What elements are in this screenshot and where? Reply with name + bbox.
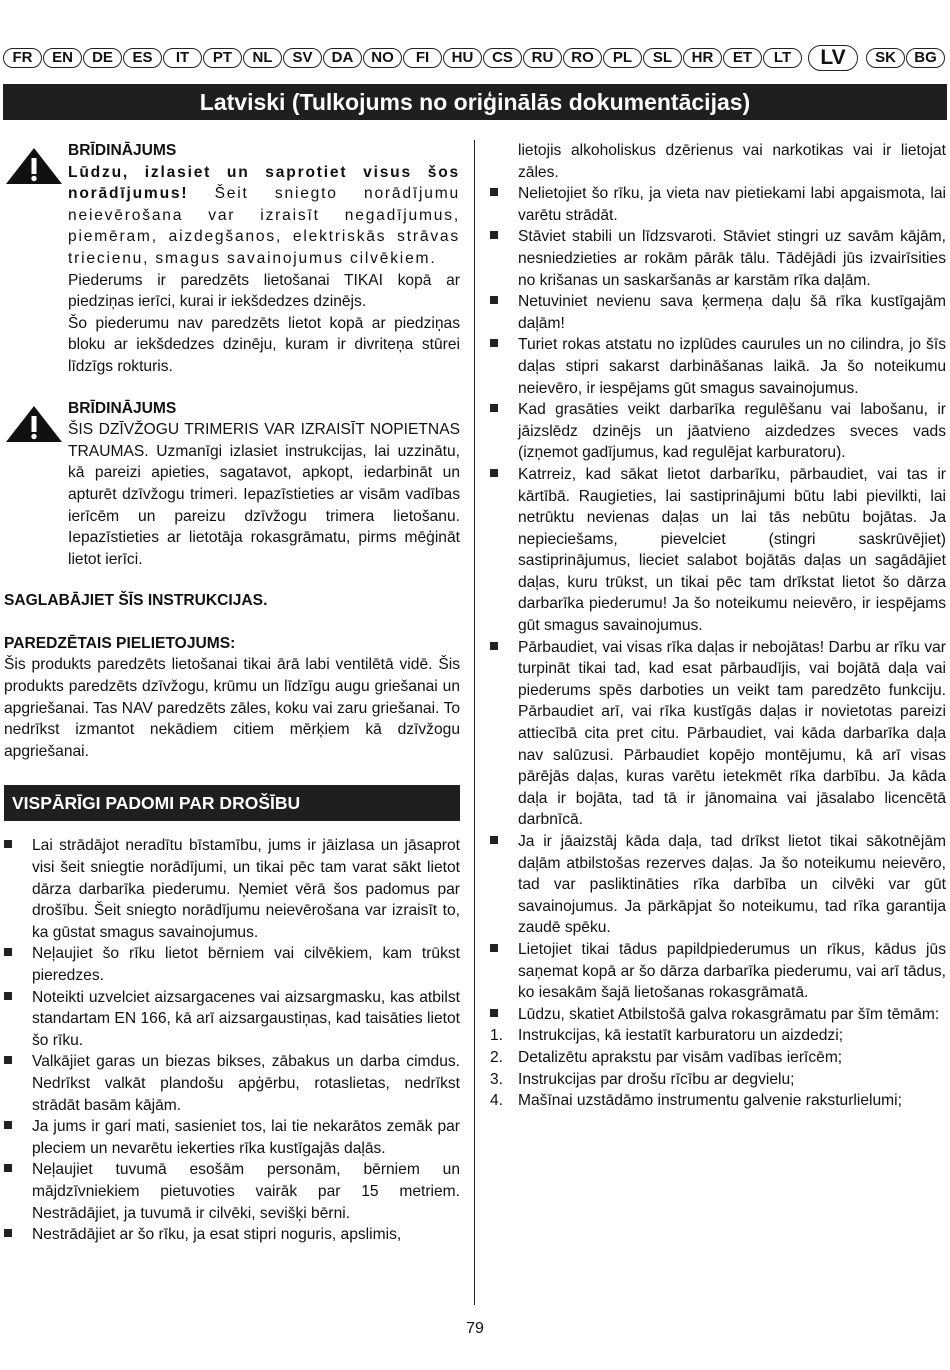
lang-en[interactable]: EN: [43, 48, 82, 68]
safety-bullet-list: [4, 835, 460, 1245]
item-number: 2.: [490, 1048, 504, 1066]
bullet-square-icon: [490, 469, 498, 477]
list-item: Pārbaudiet, vai visas rīka daļas ir nebojātas! Darbu ar rīku var turpināt tikai tad, kad esat pārbaudījis, vai bojātā daļa vai piederums spēs darboties un veikt tam paredzēto funkciju. Pārbaudiet arī, vai rīka kustīgās daļas ir novietotas pareizi attiecībā cita pret citu. Pārbaudiet, vai kāda darbarīka daļa nav salūzusi. Pārbaudiet kopējo montējumu, kā arī visas pārējās daļas, kuras varētu ietekmēt rīka darbību. Ja kāda daļa ir bojāta, tad tā ir jānomaina vai jāsalabo licencētā darbnīcā.: [490, 637, 946, 831]
warning-triangle-icon: [4, 404, 64, 444]
bullet-square-icon: [490, 836, 498, 844]
lang-ru[interactable]: RU: [523, 48, 562, 68]
bullet-square-icon: [490, 1009, 498, 1017]
list-item: Kad grasāties veikt darbarīka regulēšanu vai labošanu, ir jāizslēdz dzinējs un jāatvieno aizdedzes sveces vads (izņemot gadījumus, kad regulējat karburatoru).: [490, 399, 946, 464]
column-divider: [474, 140, 475, 1305]
numbered-item: 3. Instrukcijas par drošu rīcību ar degvielu;: [490, 1069, 946, 1091]
intended-use-heading: PAREDZĒTAIS PIELIETOJUMS:: [4, 634, 236, 652]
lang-cs[interactable]: CS: [483, 48, 522, 68]
bullet-square-icon: [490, 339, 498, 347]
list-item: Nestrādājiet ar šo rīku, ja esat stipri noguris, apslimis,: [4, 1224, 460, 1246]
numbered-item: 2. Detalizētu aprakstu par visām vadības ierīcēm;: [490, 1047, 946, 1069]
bullet-continuation: lietojis alkoholiskus dzērienus vai narkotikas vai ir lietojat zāles.: [518, 142, 946, 181]
bullet-square-icon: [4, 948, 12, 956]
item-number: 3.: [490, 1070, 504, 1088]
warning-block-1: [4, 140, 460, 378]
language-bar: [3, 45, 947, 71]
numbered-item: 4. Mašīnai uzstādāmo instrumentu galvenie raksturlielumi;: [490, 1090, 946, 1112]
lang-sl[interactable]: SL: [643, 48, 682, 68]
lang-da[interactable]: DA: [323, 48, 362, 68]
lang-bg[interactable]: BG: [906, 48, 945, 68]
lang-et[interactable]: ET: [723, 48, 762, 68]
page-title: Latviski (Tulkojums no oriģinālās dokumentācijas): [3, 84, 947, 120]
lang-hu[interactable]: HU: [443, 48, 482, 68]
bullet-square-icon: [490, 231, 498, 239]
safety-bullet-list-continued: [490, 183, 946, 1025]
lang-sv[interactable]: SV: [283, 48, 322, 68]
item-number: 4.: [490, 1092, 504, 1110]
warning-block-2: [4, 398, 460, 571]
bullet-square-icon: [4, 992, 12, 1000]
bullet-square-icon: [490, 944, 498, 952]
lang-es[interactable]: ES: [123, 48, 162, 68]
bullet-square-icon: [490, 188, 498, 196]
list-item: Neļaujiet šo rīku lietot bērniem vai cilvēkiem, kam trūkst pieredzes.: [4, 943, 460, 986]
warning-text: ŠIS DZĪVŽOGU TRIMERIS VAR IZRAISĪT NOPIETNAS TRAUMAS. Uzmanīgi izlasiet instrukcijas, lai uzzinātu, kā pareizi apieties, sagatavot, apkopt, iedarbināt un apturēt dzīvžogu trimeri. Iepazīstieties ar visām vadības ierīcēm un pareizu dzīvžogu trimera lietošanu. Iepazīstieties ar lietotāja rokasgrāmatu, pirms mēģināt lietot ierīci.: [68, 421, 460, 568]
lang-fr[interactable]: FR: [3, 48, 42, 68]
bullet-square-icon: [490, 404, 498, 412]
warning-paragraph: Šo piederumu nav paredzēts lietot kopā ar piedziņas bloku ar iekšdedzes dzinēju, kuram ir divriteņa stūrei līdzīgs rokturis.: [68, 314, 460, 375]
bullet-square-icon: [4, 1164, 12, 1172]
list-item: Nelietojiet šo rīku, ja vieta nav pietiekami labi apgaismota, lai varētu strādāt.: [490, 183, 946, 226]
list-item: Valkājiet garas un biezas bikses, zābakus un darba cimdus. Nedrīkst valkāt plandošu apģērbu, rotaslietas, nedrīkst strādāt basām kājām.: [4, 1051, 460, 1116]
lang-no[interactable]: NO: [363, 48, 402, 68]
warning-text: [68, 162, 460, 270]
list-item: Ja jums ir gari mati, sasieniet tos, lai tie nekarātos zemāk par pleciem un nevarētu iekerties rīka kustīgajās daļās.: [4, 1116, 460, 1159]
safety-section-heading: VISPĀRĪGI PADOMI PAR DROŠĪBU: [4, 785, 460, 821]
lang-pt[interactable]: PT: [203, 48, 242, 68]
bullet-square-icon: [490, 642, 498, 650]
list-item: Netuviniet nevienu sava ķermeņa daļu šā rīka kustīgajām daļām!: [490, 291, 946, 334]
page-number: 79: [466, 1320, 484, 1337]
item-number: 1.: [490, 1027, 504, 1045]
lang-lt[interactable]: LT: [763, 48, 802, 68]
lang-nl[interactable]: NL: [243, 48, 282, 68]
bullet-square-icon: [4, 840, 12, 848]
lang-pl[interactable]: PL: [603, 48, 642, 68]
right-column: [490, 140, 946, 1112]
list-item: Neļaujiet tuvumā esošām personām, bērniem un mājdzīvniekiem pietuvoties vairāk par 15 metriem. Nestrādājiet, ja tuvumā ir cilvēki, sevišķi bērni.: [4, 1159, 460, 1224]
bullet-square-icon: [4, 1121, 12, 1129]
bullet-square-icon: [4, 1056, 12, 1064]
list-item: Noteikti uzvelciet aizsargacenes vai aizsargmasku, kas atbilst standartam EN 166, kā arī aizsargaustiņas, kad taisāties lietot šo rīku.: [4, 987, 460, 1052]
warning-body: Šeit sniegto norādījumu neievērošana var izraisīt negadījumus, piemēram, aizdegšanos, elektriskās strāvas triecienu, smagus savainojumus cilvēkiem.: [68, 185, 460, 267]
list-item: Ja ir jāaizstāj kāda daļa, tad drīkst lietot tikai sākotnējām daļām atbilstošas rezerves daļas. Ja šo noteikumu neievēro, tad var pasliktināties rīka darbība un cilvēki var gūt savainojumus. Ja pārkāpjat šo noteikumu, tad rīka garantija zaudē spēku.: [490, 831, 946, 939]
lang-ro[interactable]: RO: [563, 48, 602, 68]
lang-lv-active[interactable]: LV: [808, 45, 858, 71]
bullet-square-icon: [4, 1229, 12, 1237]
save-instructions: SAGLABĀJIET ŠĪS INSTRUKCIJAS.: [4, 592, 268, 610]
lang-it[interactable]: IT: [163, 48, 202, 68]
list-item: Lietojiet tikai tādus papildpiederumus un rīkus, kādus jūs saņemat kopā ar šo dārza darbarīka piederumu, vai arī tādus, ko iesakām šajā lietošanas rokasgrāmatā.: [490, 939, 946, 1004]
lang-fi[interactable]: FI: [403, 48, 442, 68]
intended-use-text: Šis produkts paredzēts lietošanai tikai ārā labi ventilētā vidē. Šis produkts paredzēts dzīvžogu, krūmu un līdzīgu augu griešanai un apgriešanai. Tas NAV paredzēts zāles, koku vai zaru griešanai. To nedrīkst izmantot nekādiem citiem mērķiem kā dzīvžogu apgriešanai.: [4, 656, 460, 760]
list-item: Turiet rokas atstatu no izplūdes caurules un no cilindra, jo šīs daļas stipri sakarst darbināšanas laikā. Ja šo noteikumu neievēro, ir iespējams gūt smagus savainojumus.: [490, 334, 946, 399]
warning-paragraph: Piederums ir paredzēts lietošanai TIKAI kopā ar piedziņas ierīci, kurai ir iekšdedzes dzinējs.: [68, 271, 460, 311]
warning-heading: BRĪDINĀJUMS: [68, 399, 177, 417]
list-item: Katrreiz, kad sākat lietot darbarīku, pārbaudiet, vai tas ir kārtībā. Raugieties, lai sastiprinājumi būtu labi pievilkti, lai netrūktu nevienas daļas un lai tās nebūtu bojātas. Ja nepieciešams, pievelciet (stingri saskrūvējiet) sastiprinājumus, lieciet salabot bojātās daļas un sagādājiet daļas, kuru trūkst, un tikai pēc tam drīkstat lietot šo dārza darbarīka piederumu! Ja šo noteikumu neievēro, ir iespējams gūt smagus savainojumus.: [490, 464, 946, 637]
left-column: [4, 140, 460, 1246]
bullet-square-icon: [490, 296, 498, 304]
numbered-list: [490, 1025, 946, 1111]
lang-sk[interactable]: SK: [866, 48, 905, 68]
list-item: Lūdzu, skatiet Atbilstošā galva rokasgrāmatu par šīm tēmām:: [490, 1004, 946, 1026]
lang-de[interactable]: DE: [83, 48, 122, 68]
list-item: Lai strādājot neradītu bīstamību, jums ir jāizlasa un jāsaprot visi šeit sniegtie norādījumi, un tikai pēc tam varat sākt lietot dārza darbarīka piederumu. Ņemiet vērā šos padomus par drošību. Šeit sniegto norādījumu neievērošana var izraisīt to, ka gūstat smagus savainojumus.: [4, 835, 460, 943]
numbered-item: 1. Instrukcijas, kā iestatīt karburatoru un aizdedzi;: [490, 1025, 946, 1047]
warning-heading: BRĪDINĀJUMS: [68, 142, 177, 159]
warning-triangle-icon: [4, 146, 64, 186]
list-item: Stāviet stabili un līdzsvaroti. Stāviet stingri uz savām kājām, nesniedzieties ar rokām pārāk tālu. Tādējādi jūs izvairīsities no krišanas un saskaršanās ar karstām rīka daļām.: [490, 226, 946, 291]
lang-hr[interactable]: HR: [683, 48, 722, 68]
warning-lead: Lūdzu, izlasiet un saprotiet visus šos norādījumus!: [68, 163, 460, 203]
